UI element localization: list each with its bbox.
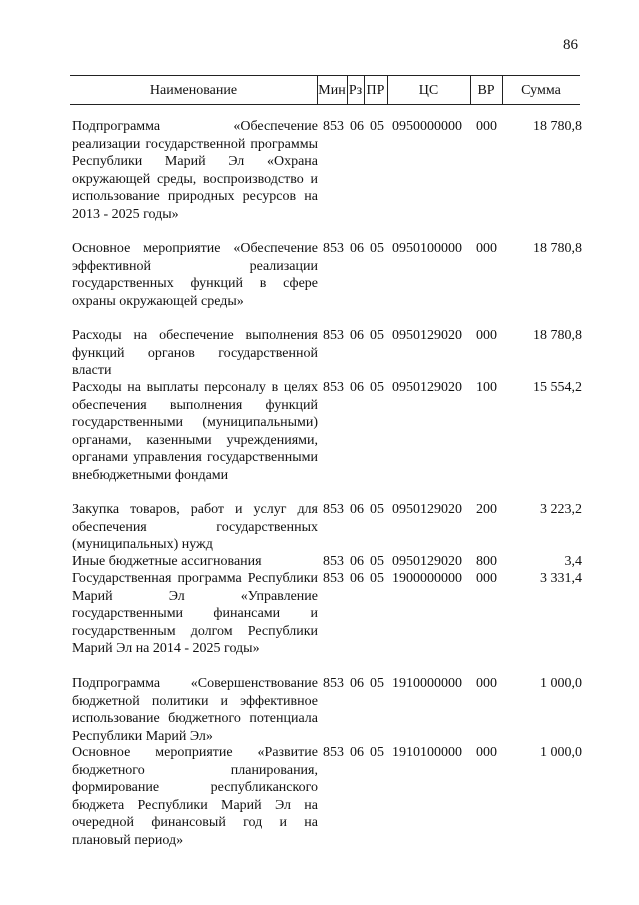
row-min: 853: [323, 676, 344, 691]
header-top-rule: [70, 75, 580, 76]
row-sum: 18 780,8: [533, 328, 582, 343]
row-name: Основное мероприятие «Развитие бюджетного планирования, формирование республиканского бюджета Республики Марий Эл на очередной финансовый год и на плановый период»: [72, 745, 318, 848]
header-vr: ВР: [477, 83, 495, 98]
row-name: Расходы на выплаты персоналу в целях обеспечения выполнения функций государственными (муниципальными) органами, казенными учреждениями, органами управления государственными внебюджетными фондами: [72, 380, 318, 483]
row-name: Закупка товаров, работ и услуг для обеспечения государственных (муниципальных) нужд: [72, 502, 318, 553]
row-vr: 000: [476, 745, 497, 760]
row-rz: 06: [350, 676, 364, 691]
row-cs: 0950100000: [392, 241, 462, 256]
header-cs: ЦС: [418, 83, 439, 98]
row-pr: 05: [370, 676, 384, 691]
row-rz: 06: [350, 502, 364, 517]
row-vr: 000: [476, 328, 497, 343]
row-min: 853: [323, 380, 344, 395]
row-vr: 200: [476, 502, 497, 517]
header-rz: Рз: [348, 83, 363, 98]
row-cs: 1900000000: [392, 571, 462, 586]
row-rz: 06: [350, 554, 364, 569]
header-sum: Сумма: [521, 83, 561, 98]
row-pr: 05: [370, 502, 384, 517]
row-sum: 3,4: [564, 554, 582, 569]
row-cs: 1910000000: [392, 676, 462, 691]
row-vr: 000: [476, 676, 497, 691]
row-rz: 06: [350, 119, 364, 134]
row-pr: 05: [370, 380, 384, 395]
row-rz: 06: [350, 328, 364, 343]
row-sum: 18 780,8: [533, 119, 582, 134]
row-sum: 15 554,2: [533, 380, 582, 395]
row-vr: 000: [476, 119, 497, 134]
header-pr: ПР: [366, 83, 385, 98]
row-min: 853: [323, 554, 344, 569]
row-vr: 000: [476, 571, 497, 586]
row-cs: 0950129020: [392, 328, 462, 343]
row-vr: 000: [476, 241, 497, 256]
header-min: Мин: [318, 83, 346, 98]
row-name: Государственная программа Республики Марий Эл «Управление государственными финансами и государственным долгом Республики Марий Эл на 2014 - 2025 годы»: [72, 571, 318, 657]
row-vr: 800: [476, 554, 497, 569]
row-pr: 05: [370, 328, 384, 343]
row-rz: 06: [350, 745, 364, 760]
row-sum: 1 000,0: [540, 745, 582, 760]
row-rz: 06: [350, 241, 364, 256]
row-pr: 05: [370, 554, 384, 569]
row-min: 853: [323, 241, 344, 256]
row-name: Иные бюджетные ассигнования: [72, 554, 262, 569]
header-bottom-rule: [70, 104, 580, 105]
row-pr: 05: [370, 571, 384, 586]
row-min: 853: [323, 328, 344, 343]
row-min: 853: [323, 119, 344, 134]
row-sum: 3 223,2: [540, 502, 582, 517]
page-number: 86: [563, 37, 578, 53]
row-rz: 06: [350, 571, 364, 586]
row-sum: 3 331,4: [540, 571, 582, 586]
row-pr: 05: [370, 119, 384, 134]
row-sum: 18 780,8: [533, 241, 582, 256]
row-cs: 0950129020: [392, 554, 462, 569]
row-vr: 100: [476, 380, 497, 395]
row-rz: 06: [350, 380, 364, 395]
row-sum: 1 000,0: [540, 676, 582, 691]
row-min: 853: [323, 745, 344, 760]
row-name: Подпрограмма «Совершенствование бюджетной политики и эффективное использование бюджетного потенциала Республики Марий Эл»: [72, 676, 318, 744]
row-cs: 1910100000: [392, 745, 462, 760]
row-cs: 0950000000: [392, 119, 462, 134]
row-min: 853: [323, 502, 344, 517]
header-name: Наименование: [149, 83, 238, 98]
row-name: Подпрограмма «Обеспечение реализации государственной программы Республики Марий Эл «Охрана окружающей среды, воспроизводство и использование природных ресурсов на 2013 - 2025 годы»: [72, 119, 318, 222]
row-name: Основное мероприятие «Обеспечение эффективной реализации государственных функций в сфере охраны окружающей среды»: [72, 241, 318, 309]
row-min: 853: [323, 571, 344, 586]
row-cs: 0950129020: [392, 380, 462, 395]
row-name: Расходы на обеспечение выполнения функций органов государственной власти: [72, 328, 318, 379]
row-pr: 05: [370, 241, 384, 256]
row-pr: 05: [370, 745, 384, 760]
row-cs: 0950129020: [392, 502, 462, 517]
